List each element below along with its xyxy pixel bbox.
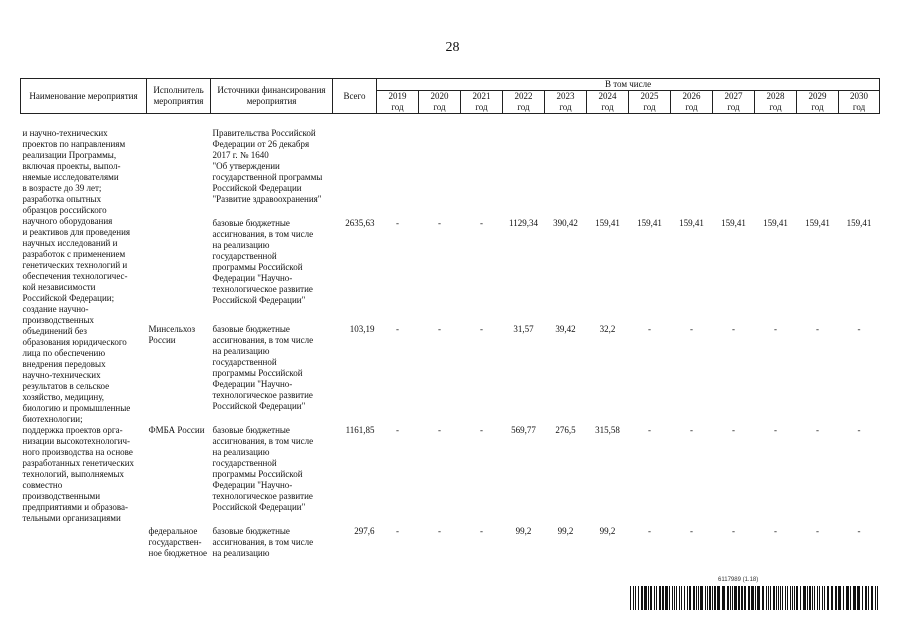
value-cell: - xyxy=(816,525,819,536)
barcode-bar xyxy=(778,586,779,610)
value-cell: 159,41 xyxy=(721,217,746,228)
barcode-bar xyxy=(755,586,756,610)
barcode-bar xyxy=(732,586,733,610)
barcode-bar xyxy=(792,586,793,610)
value-cell: 159,41 xyxy=(763,217,788,228)
barcode-bar xyxy=(785,586,786,610)
value-cell xyxy=(503,128,545,218)
row-executor: федеральное государствен- ное бюджетное xyxy=(148,525,208,558)
barcode-bar xyxy=(635,586,636,610)
value-cell: - xyxy=(438,424,441,435)
barcode-bar xyxy=(838,586,841,610)
barcode-bar xyxy=(794,586,795,610)
value-cell: 99,2 xyxy=(515,525,532,536)
barcode-bar xyxy=(709,586,711,610)
value-cell: 159,41 xyxy=(805,217,830,228)
barcode-bar xyxy=(693,586,695,610)
document-code: 6117989 (1.18) xyxy=(718,577,759,583)
header-year-suffix: год xyxy=(629,102,671,114)
barcode-bar xyxy=(757,586,760,610)
barcode-bar xyxy=(674,586,675,610)
barcode xyxy=(630,586,880,610)
header-sources: Источники финансирования мероприятия xyxy=(211,79,333,114)
barcode-bar xyxy=(650,586,652,610)
header-year-suffix: год xyxy=(797,102,839,114)
header-year: 2027 xyxy=(713,91,755,103)
table-row xyxy=(21,128,880,218)
value-cell xyxy=(629,128,671,218)
header-year-suffix: год xyxy=(587,102,629,114)
barcode-bar xyxy=(787,586,788,610)
value-cell: - xyxy=(480,525,483,536)
barcode-bar xyxy=(751,586,754,610)
value-cell: - xyxy=(648,323,651,334)
value-cell: - xyxy=(857,424,861,435)
table-row xyxy=(21,526,880,562)
barcode-bar xyxy=(687,586,688,610)
barcode-bar xyxy=(768,586,769,610)
header-year: 2021 xyxy=(461,91,503,103)
value-cell: - xyxy=(690,525,693,536)
value-cell: 390,42 xyxy=(553,217,578,228)
barcode-bar xyxy=(877,586,878,610)
row-total xyxy=(333,128,377,218)
barcode-bar xyxy=(676,586,677,610)
value-cell: - xyxy=(816,424,819,435)
barcode-bar xyxy=(857,586,860,610)
row-source: базовые бюджетные ассигнования, в том числе на реализацию государственной программы Российской Федерации "Научно- технологическое развитие Российской Федерации" xyxy=(212,217,314,305)
value-cell: - xyxy=(480,424,483,435)
value-cell: 159,41 xyxy=(846,217,872,228)
header-year: 2023 xyxy=(545,91,587,103)
header-year: 2019 xyxy=(377,91,419,103)
row-source: Правительства Российской Федерации от 26 декабря 2017 г. № 1640 "Об утверждении государственной программы Российской Федерации "Развитие здравоохранения" xyxy=(212,127,323,204)
value-cell: - xyxy=(396,525,399,536)
value-cell: - xyxy=(732,525,735,536)
value-cell: - xyxy=(648,525,651,536)
value-cell: - xyxy=(816,323,819,334)
table-row xyxy=(21,324,880,425)
value-cell: 159,41 xyxy=(679,217,704,228)
barcode-bar xyxy=(630,586,631,610)
barcode-bar xyxy=(641,586,643,610)
value-cell xyxy=(839,128,880,218)
value-cell: - xyxy=(438,323,441,334)
value-cell xyxy=(755,128,797,218)
value-cell: 159,41 xyxy=(595,217,620,228)
barcode-bar xyxy=(681,586,682,610)
barcode-bar xyxy=(662,586,664,610)
barcode-bar xyxy=(656,586,657,610)
header-year-suffix: год xyxy=(461,102,503,114)
barcode-bar xyxy=(850,586,851,610)
header-name: Наименование мероприятия xyxy=(21,79,147,114)
value-cell xyxy=(797,128,839,218)
header-year: 2024 xyxy=(587,91,629,103)
barcode-bar xyxy=(679,586,680,610)
barcode-bar xyxy=(741,586,743,610)
barcode-bar xyxy=(782,586,783,610)
barcode-bar xyxy=(689,586,691,610)
value-cell xyxy=(461,128,503,218)
barcode-bar xyxy=(734,586,737,610)
header-executor: Исполнитель мероприятия xyxy=(147,79,211,114)
value-cell xyxy=(713,128,755,218)
table-row xyxy=(21,425,880,526)
row-executor: ФМБА России xyxy=(148,424,205,435)
header-year: 2020 xyxy=(419,91,461,103)
barcode-bar xyxy=(803,586,806,610)
barcode-bar xyxy=(644,586,647,610)
barcode-bar xyxy=(717,586,720,610)
value-cell: - xyxy=(774,525,777,536)
barcode-bar xyxy=(730,586,731,610)
barcode-bar xyxy=(766,586,767,610)
header-year: 2028 xyxy=(755,91,797,103)
barcode-bar xyxy=(862,586,863,610)
value-cell: - xyxy=(732,323,735,334)
header-year-suffix: год xyxy=(419,102,461,114)
barcode-bar xyxy=(722,586,725,610)
barcode-bar xyxy=(672,586,673,610)
value-cell xyxy=(545,128,587,218)
barcode-bar xyxy=(875,586,876,610)
row-executor xyxy=(147,218,211,324)
value-cell: - xyxy=(480,217,483,228)
value-cell xyxy=(671,128,713,218)
value-cell: - xyxy=(396,424,399,435)
value-cell: - xyxy=(396,217,399,228)
value-cell: - xyxy=(690,424,693,435)
header-total: Всего xyxy=(333,79,377,114)
barcode-bar xyxy=(712,586,713,610)
barcode-bar xyxy=(819,586,820,610)
value-cell: 276,5 xyxy=(555,424,576,435)
row-source: базовые бюджетные ассигнования, в том числе на реализацию государственной программы Российской Федерации "Научно- технологическое развитие Российской Федерации" xyxy=(212,323,314,411)
value-cell: 32,2 xyxy=(599,323,616,334)
barcode-bar xyxy=(744,586,746,610)
value-cell: 99,2 xyxy=(557,525,574,536)
barcode-bar xyxy=(770,586,771,610)
value-cell xyxy=(377,128,419,218)
table-row xyxy=(21,218,880,324)
barcode-bar xyxy=(684,586,685,610)
value-cell: - xyxy=(774,323,777,334)
header-year: 2022 xyxy=(503,91,545,103)
value-cell: - xyxy=(774,424,777,435)
barcode-bar xyxy=(773,586,775,610)
barcode-bar xyxy=(868,586,869,610)
barcode-bar xyxy=(812,586,813,610)
barcode-bar xyxy=(700,586,703,610)
value-cell: 569,77 xyxy=(511,424,536,435)
value-cell: - xyxy=(732,424,735,435)
activity-name: и научно-технических проектов по направлениям реализации Программы, включая проекты, выпол- няемые исследователями в возрасте до 39 лет; разработка опытных образцов российского научного оборудования и реактивов для проведения научных исследований и разработок с применением генетических технологий и обеспечения технологичес- кой независимости Российской Федерации; создание научно- производственных объединений без образования юридического лица по обеспечению внедрения передовых научно-технических результатов в сельское хозяйство, медицину, биологию и промышленные биотехнологии; поддержка проектов орга- низации высокотехнологич- ного производства на основе разработанных генетических технологий, выполняемых совместно производственными предприятиями и образова- тельными организациями xyxy=(22,127,135,523)
row-source: базовые бюджетные ассигнования, в том числе на реализацию государственной программы Российской Федерации "Научно- технологическое развитие Российской Федерации" xyxy=(212,424,314,512)
barcode-bar xyxy=(727,586,729,610)
barcode-bar xyxy=(824,586,825,610)
barcode-bar xyxy=(665,586,668,610)
barcode-bar xyxy=(738,586,740,610)
value-cell: - xyxy=(648,424,651,435)
value-cell xyxy=(419,128,461,218)
value-cell: - xyxy=(438,217,441,228)
barcode-bar xyxy=(638,586,639,610)
barcode-bar xyxy=(780,586,781,610)
value-cell: - xyxy=(857,525,861,536)
barcode-bar xyxy=(654,586,655,610)
value-cell: 159,41 xyxy=(637,217,662,228)
barcode-bar xyxy=(659,586,661,610)
row-total: 297,6 xyxy=(354,525,375,536)
page-number: 28 xyxy=(445,40,460,55)
header-year-suffix: год xyxy=(545,102,587,114)
barcode-bar xyxy=(748,586,750,610)
barcode-bar xyxy=(843,586,844,610)
value-cell: - xyxy=(438,525,441,536)
header-year-suffix: год xyxy=(671,102,713,114)
row-source: базовые бюджетные ассигнования, в том числе на реализацию xyxy=(212,525,314,558)
barcode-bar xyxy=(822,586,823,610)
barcode-bar xyxy=(865,586,867,610)
barcode-bar xyxy=(648,586,649,610)
row-executor: Минсельхоз России xyxy=(148,323,196,345)
barcode-bar xyxy=(807,586,808,610)
value-cell: 39,42 xyxy=(555,323,576,334)
barcode-bar xyxy=(762,586,764,610)
barcode-bar xyxy=(633,586,634,610)
header-year-suffix: год xyxy=(755,102,797,114)
header-year: 2025 xyxy=(629,91,671,103)
barcode-bar xyxy=(800,586,801,610)
header-year-suffix: год xyxy=(377,102,419,114)
barcode-bar xyxy=(846,586,849,610)
barcode-bar xyxy=(835,586,837,610)
barcode-bar xyxy=(705,586,706,610)
row-total: 1161,85 xyxy=(345,424,375,435)
value-cell: 99,2 xyxy=(599,525,616,536)
barcode-bar xyxy=(827,586,829,610)
barcode-bar xyxy=(853,586,856,610)
barcode-bar xyxy=(714,586,716,610)
barcode-bar xyxy=(696,586,697,610)
value-cell: 315,58 xyxy=(595,424,620,435)
row-total: 103,19 xyxy=(349,323,375,334)
barcode-bar xyxy=(871,586,873,610)
header-year-suffix: год xyxy=(839,102,880,114)
row-executor xyxy=(147,128,211,218)
header-including: В том числе xyxy=(377,79,880,91)
value-cell xyxy=(587,128,629,218)
barcode-bar xyxy=(814,586,815,610)
barcode-bar xyxy=(796,586,798,610)
header-year-suffix: год xyxy=(503,102,545,114)
barcode-bar xyxy=(809,586,811,610)
header-year-suffix: год xyxy=(713,102,755,114)
barcode-bar xyxy=(776,586,777,610)
value-cell: - xyxy=(857,323,861,334)
table-header xyxy=(21,79,880,114)
barcode-bar xyxy=(817,586,818,610)
barcode-bar xyxy=(669,586,670,610)
value-cell: 1129,34 xyxy=(509,217,538,228)
header-year: 2026 xyxy=(671,91,713,103)
value-cell: - xyxy=(480,323,483,334)
barcode-bar xyxy=(707,586,708,610)
value-cell: 31,57 xyxy=(513,323,534,334)
barcode-bar xyxy=(831,586,833,610)
value-cell: - xyxy=(690,323,693,334)
value-cell: - xyxy=(396,323,399,334)
budget-table xyxy=(20,78,880,562)
header-year: 2030 xyxy=(839,91,880,103)
row-total: 2635,63 xyxy=(345,217,375,228)
barcode-bar xyxy=(790,586,791,610)
header-year: 2029 xyxy=(797,91,839,103)
barcode-bar xyxy=(698,586,699,610)
